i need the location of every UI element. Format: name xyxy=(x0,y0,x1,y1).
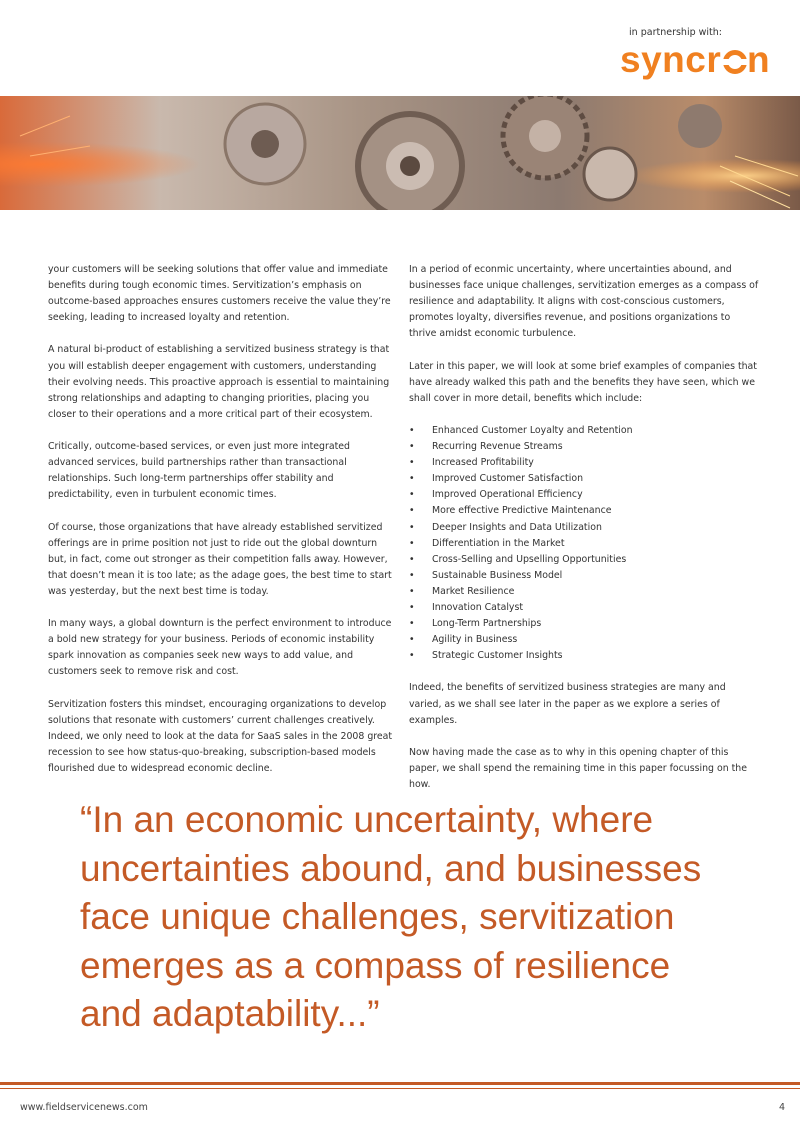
footer-rule-thin xyxy=(0,1088,800,1089)
footer-website-link[interactable]: www.fieldservicenews.com xyxy=(20,1102,148,1113)
list-item: • Enhanced Customer Loyalty and Retention xyxy=(409,423,759,439)
pull-quote: “In an economic uncertainty, where uncertainties abound, and businesses face unique challenges, servitization emerges as a compass of resilience and adaptability...” xyxy=(80,799,702,1034)
right-intro-paragraph-1: In a period of econmic uncertainty, where uncertainties abound, and businesses face unique challenges, servitization emerges as a compass of resilience and adaptability. It aligns with cost-conscious customers, promotes loyalty, diversifies revenue, and positions organizations to thrive amidst economic turbulence. xyxy=(409,264,759,340)
left-paragraph-2: A natural bi-product of establishing a servitized business strategy is that you will establish deeper engagement with customers, understanding their evolving needs. This proactive approach is essential to maintaining strong relationships and adapting to changing priorities, placing you closer to their operations and a more critical part of their ecosystem. xyxy=(48,344,390,420)
left-paragraph-1: your customers will be seeking solutions that offer value and immediate benefits during tough economic times. Servitization’s emphasis on outcome-based approaches ensures customers receive the value they’re seeking, leading to increased loyalty and retention. xyxy=(48,264,391,324)
svg-text:n: n xyxy=(747,40,770,80)
list-item: • Cross-Selling and Upselling Opportunities xyxy=(409,552,759,568)
list-item: • Long-Term Partnerships xyxy=(409,616,759,632)
hero-image xyxy=(0,96,800,210)
page-number: 4 xyxy=(778,1102,785,1113)
list-item: • Deeper Insights and Data Utilization xyxy=(409,520,759,536)
list-item: • Differentiation in the Market xyxy=(409,536,759,552)
left-paragraph-3: Critically, outcome-based services, or even just more integrated advanced services, build partnerships rather than transactional relationships. Such long-term partnerships offer stability and predictability, even in turbulent economic times. xyxy=(48,441,350,501)
list-item: • Recurring Revenue Streams xyxy=(409,439,759,455)
left-column xyxy=(48,262,393,793)
list-item: • Agility in Business xyxy=(409,632,759,648)
list-item: • Improved Operational Efficiency xyxy=(409,487,759,503)
right-intro-paragraph-2: Later in this paper, we will look at some brief examples of companies that have already walked this path and the benefits they have seen, which we shall cover in more detail, benefits which include: xyxy=(409,360,757,404)
list-item: • Market Resilience xyxy=(409,584,759,600)
right-column xyxy=(409,262,759,809)
list-item: • Increased Profitability xyxy=(409,455,759,471)
list-item: • More effective Predictive Maintenance xyxy=(409,503,759,519)
list-item: • Strategic Customer Insights xyxy=(409,648,759,664)
syncron-logo xyxy=(618,40,778,86)
list-item: • Improved Customer Satisfaction xyxy=(409,471,759,487)
svg-text:syncr: syncr xyxy=(620,40,722,80)
footer-rule-thick xyxy=(0,1082,800,1085)
benefits-list xyxy=(409,423,759,664)
left-paragraph-6: Servitization fosters this mindset, encouraging organizations to develop solutions that resonate with customers’ current challenges creatively. Indeed, we only need to look at the data for SaaS sales in the 2008 great recession to see how status-quo-breaking, subscription-based models flourished due to widespread economic decline. xyxy=(48,698,393,774)
right-outro-paragraph-2: Now having made the case as to why in this opening chapter of this paper, we shall spend the remaining time in this paper focussing on the how. xyxy=(409,746,748,790)
list-item: • Innovation Catalyst xyxy=(409,600,759,616)
list-item: • Sustainable Business Model xyxy=(409,568,759,584)
right-outro-paragraph-1: Indeed, the benefits of servitized business strategies are many and varied, as we shall see later in the paper as we explore a series of examples. xyxy=(409,682,726,726)
partner-label: in partnership with: xyxy=(629,27,722,38)
left-paragraph-4: Of course, those organizations that have already established servitized offerings are in prime position not just to ride out the global downturn but, in fact, come out stronger as their competition falls away. However, that doesn’t mean it is too late; as the adage goes, the best time to start was yesterday, but the next best time is today. xyxy=(48,521,392,597)
left-paragraph-5: In many ways, a global downturn is the perfect environment to introduce a bold new strategy for your business. Periods of economic instability spark innovation as companies seek new ways to add value, and customers seek to remove risk and cost. xyxy=(48,618,392,678)
